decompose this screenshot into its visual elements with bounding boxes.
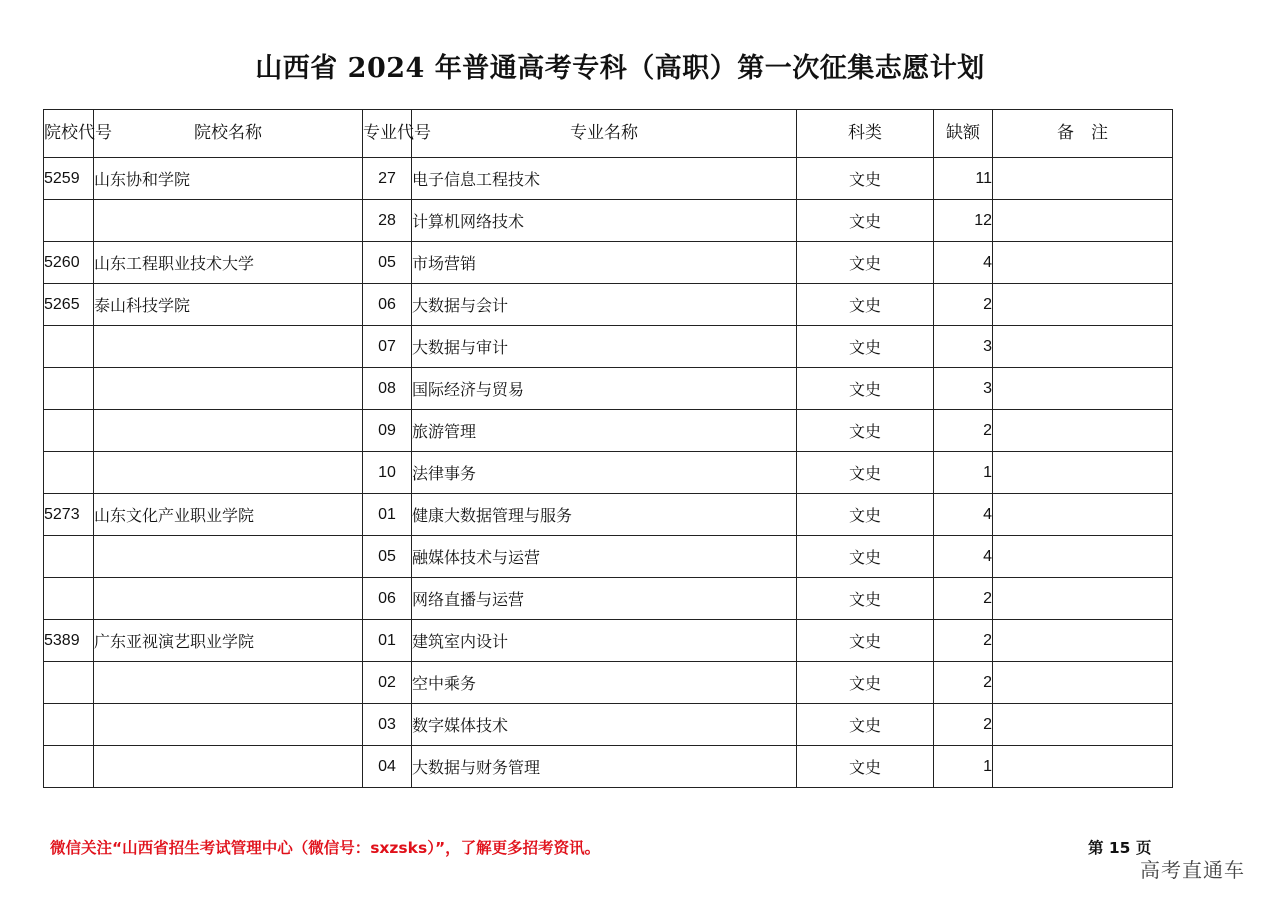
cell-school-code	[44, 200, 94, 242]
cell-school-name: 山东协和学院	[94, 158, 363, 200]
table-row	[44, 704, 1173, 746]
cell-school-name	[94, 452, 363, 494]
cell-major-name: 数字媒体技术	[412, 704, 797, 746]
page-title: 山西省 2024 年普通高考专科（高职）第一次征集志愿计划	[255, 53, 985, 84]
cell-school-name	[94, 326, 363, 368]
cell-major-name: 融媒体技术与运营	[412, 536, 797, 578]
cell-school-code	[44, 536, 94, 578]
cell-category: 文史	[797, 326, 934, 368]
cell-note	[993, 242, 1173, 284]
cell-school-name	[94, 746, 363, 788]
cell-category: 文史	[797, 746, 934, 788]
cell-school-code	[44, 662, 94, 704]
table-row	[44, 746, 1173, 788]
table-row	[44, 452, 1173, 494]
watermark: 高考直通车	[1140, 858, 1245, 882]
cell-major-code: 07	[363, 326, 412, 368]
cell-school-name	[94, 368, 363, 410]
cell-school-code	[44, 578, 94, 620]
cell-school-code	[44, 746, 94, 788]
cell-school-name: 泰山科技学院	[94, 284, 363, 326]
cell-quota: 1	[934, 452, 993, 494]
table-row	[44, 662, 1173, 704]
cell-note	[993, 326, 1173, 368]
cell-major-code: 06	[363, 578, 412, 620]
cell-quota: 4	[934, 494, 993, 536]
cell-major-name: 网络直播与运营	[412, 578, 797, 620]
cell-major-name: 市场营销	[412, 242, 797, 284]
header-quota: 缺额	[934, 110, 993, 158]
cell-quota: 11	[934, 158, 993, 200]
cell-major-code: 01	[363, 494, 412, 536]
cell-quota: 12	[934, 200, 993, 242]
table-row	[44, 158, 1173, 200]
cell-note	[993, 620, 1173, 662]
cell-major-code: 03	[363, 704, 412, 746]
cell-category: 文史	[797, 368, 934, 410]
cell-major-name: 大数据与会计	[412, 284, 797, 326]
cell-school-code	[44, 452, 94, 494]
cell-school-name: 山东文化产业职业学院	[94, 494, 363, 536]
cell-note	[993, 662, 1173, 704]
cell-category: 文史	[797, 620, 934, 662]
cell-note	[993, 704, 1173, 746]
cell-major-name: 大数据与财务管理	[412, 746, 797, 788]
cell-school-code: 5389	[44, 620, 94, 662]
cell-category: 文史	[797, 410, 934, 452]
header-note: 备 注	[993, 110, 1173, 158]
table-row	[44, 200, 1173, 242]
cell-quota: 2	[934, 704, 993, 746]
cell-quota: 4	[934, 536, 993, 578]
cell-school-name	[94, 200, 363, 242]
cell-category: 文史	[797, 536, 934, 578]
cell-major-code: 08	[363, 368, 412, 410]
header-school-code: 院校代号	[44, 110, 94, 158]
cell-major-code: 02	[363, 662, 412, 704]
table-row	[44, 326, 1173, 368]
table-row	[44, 284, 1173, 326]
cell-school-name	[94, 410, 363, 452]
header-category: 科类	[797, 110, 934, 158]
footer-wechat-note: 微信关注“山西省招生考试管理中心（微信号：sxzsks）”，了解更多招考资讯。	[50, 839, 601, 857]
table-row	[44, 620, 1173, 662]
cell-quota: 1	[934, 746, 993, 788]
cell-school-code: 5273	[44, 494, 94, 536]
cell-category: 文史	[797, 284, 934, 326]
cell-quota: 2	[934, 620, 993, 662]
cell-major-name: 法律事务	[412, 452, 797, 494]
cell-quota: 2	[934, 662, 993, 704]
cell-school-name	[94, 578, 363, 620]
cell-note	[993, 578, 1173, 620]
cell-note	[993, 284, 1173, 326]
cell-major-code: 28	[363, 200, 412, 242]
cell-major-name: 建筑室内设计	[412, 620, 797, 662]
header-major-name: 专业名称	[412, 110, 797, 158]
cell-category: 文史	[797, 158, 934, 200]
cell-quota: 2	[934, 410, 993, 452]
cell-note	[993, 536, 1173, 578]
table-row	[44, 536, 1173, 578]
cell-major-name: 大数据与审计	[412, 326, 797, 368]
cell-category: 文史	[797, 242, 934, 284]
cell-quota: 2	[934, 284, 993, 326]
cell-major-code: 09	[363, 410, 412, 452]
cell-quota: 2	[934, 578, 993, 620]
cell-quota: 3	[934, 368, 993, 410]
table-row	[44, 368, 1173, 410]
header-row	[44, 110, 1173, 158]
cell-school-code	[44, 410, 94, 452]
cell-note	[993, 200, 1173, 242]
cell-quota: 4	[934, 242, 993, 284]
cell-note	[993, 158, 1173, 200]
cell-school-code: 5260	[44, 242, 94, 284]
cell-category: 文史	[797, 200, 934, 242]
cell-major-code: 05	[363, 242, 412, 284]
cell-note	[993, 494, 1173, 536]
cell-note	[993, 410, 1173, 452]
cell-school-code	[44, 326, 94, 368]
cell-major-code: 10	[363, 452, 412, 494]
table-row	[44, 494, 1173, 536]
plan-table-body	[44, 158, 1173, 788]
table-row	[44, 242, 1173, 284]
cell-school-code	[44, 368, 94, 410]
cell-note	[993, 368, 1173, 410]
cell-school-name: 山东工程职业技术大学	[94, 242, 363, 284]
cell-major-name: 空中乘务	[412, 662, 797, 704]
cell-school-name	[94, 536, 363, 578]
cell-school-name	[94, 662, 363, 704]
plan-table	[43, 109, 1173, 788]
cell-note	[993, 746, 1173, 788]
cell-major-name: 国际经济与贸易	[412, 368, 797, 410]
cell-school-code: 5259	[44, 158, 94, 200]
cell-school-name	[94, 704, 363, 746]
cell-quota: 3	[934, 326, 993, 368]
cell-school-name: 广东亚视演艺职业学院	[94, 620, 363, 662]
cell-category: 文史	[797, 578, 934, 620]
header-school-name: 院校名称	[94, 110, 363, 158]
cell-major-code: 06	[363, 284, 412, 326]
cell-major-name: 健康大数据管理与服务	[412, 494, 797, 536]
cell-category: 文史	[797, 662, 934, 704]
cell-category: 文史	[797, 494, 934, 536]
cell-major-code: 05	[363, 536, 412, 578]
table-row	[44, 578, 1173, 620]
cell-category: 文史	[797, 704, 934, 746]
cell-major-code: 04	[363, 746, 412, 788]
cell-major-name: 电子信息工程技术	[412, 158, 797, 200]
header-major-code: 专业代号	[363, 110, 412, 158]
cell-major-name: 计算机网络技术	[412, 200, 797, 242]
cell-major-code: 01	[363, 620, 412, 662]
page-number: 第 15 页	[1088, 839, 1152, 857]
cell-school-code: 5265	[44, 284, 94, 326]
cell-note	[993, 452, 1173, 494]
cell-category: 文史	[797, 452, 934, 494]
table-row	[44, 410, 1173, 452]
cell-major-code: 27	[363, 158, 412, 200]
cell-major-name: 旅游管理	[412, 410, 797, 452]
cell-school-code	[44, 704, 94, 746]
